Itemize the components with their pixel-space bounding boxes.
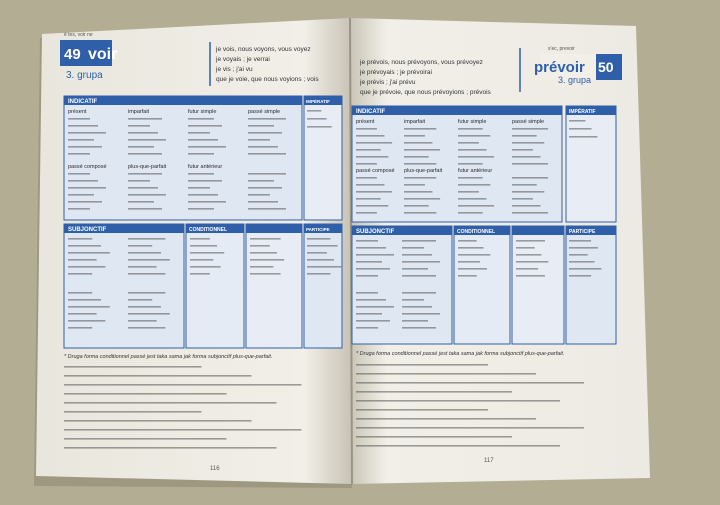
conjugation-line <box>356 128 377 130</box>
left-page-number: 116 <box>210 466 220 472</box>
conjugation-line <box>569 136 598 138</box>
conjugation-line <box>512 205 541 207</box>
right-tense-passe-simple: passé simple <box>512 119 545 125</box>
left-principal-part-2: je voyais ; je verrai <box>216 56 270 63</box>
conjugation-line <box>250 238 281 240</box>
left-tense-present: présent <box>68 109 87 115</box>
conjugation-line <box>188 139 218 141</box>
conjugation-line <box>188 132 210 134</box>
conjugation-line <box>68 194 94 196</box>
conjugation-line <box>404 198 440 200</box>
conjugation-line <box>356 313 382 315</box>
conjugation-line <box>402 313 440 315</box>
conjugation-line <box>458 135 490 137</box>
conjugation-line <box>404 156 429 158</box>
conjugation-line <box>68 201 102 203</box>
left-subjonctif-label: SUBJONCTIF <box>68 227 107 233</box>
conjugation-line <box>516 240 545 242</box>
conjugation-line <box>356 418 536 420</box>
conjugation-line <box>128 194 166 196</box>
conjugation-line <box>248 125 274 127</box>
conjugation-line <box>356 427 584 429</box>
conjugation-line <box>188 146 226 148</box>
right-tense-futur: futur simple <box>458 119 487 125</box>
conjugation-line <box>190 259 213 261</box>
left-principal-part-4: que je voie, que nous voyions ; vois <box>216 76 319 83</box>
conjugation-line <box>458 268 487 270</box>
conjugation-line <box>458 184 490 186</box>
right-imperatif-table <box>566 106 616 222</box>
conjugation-line <box>68 259 97 261</box>
conjugation-line <box>458 177 483 179</box>
conjugation-line <box>356 327 378 329</box>
left-subjonctif-table <box>64 224 184 348</box>
conjugation-line <box>512 142 544 144</box>
right-subjonctif-table <box>352 226 452 344</box>
left-participe-table <box>304 224 342 348</box>
conjugation-line <box>356 205 388 207</box>
conjugation-line <box>248 208 286 210</box>
conjugation-line <box>188 125 222 127</box>
conjugation-line <box>458 156 494 158</box>
right-conditionnel-table <box>454 226 510 344</box>
conjugation-line <box>512 128 548 130</box>
right-participe-label: PARTICIPE <box>569 229 596 235</box>
conjugation-line <box>128 320 157 322</box>
conjugation-line <box>128 118 162 120</box>
conjugation-line <box>64 447 277 449</box>
right-tense-imparfait: imparfait <box>404 119 426 125</box>
left-tense-futur: futur simple <box>188 109 217 115</box>
conjugation-line <box>516 254 542 256</box>
conjugation-line <box>356 135 385 137</box>
conjugation-line <box>356 149 381 151</box>
conjugation-line <box>458 205 494 207</box>
conjugation-line <box>356 177 377 179</box>
conjugation-line <box>128 201 154 203</box>
left-principal-part-3: je vis ; j'ai vu <box>216 66 253 73</box>
conjugation-line <box>356 261 382 263</box>
right-verb: prévoir <box>534 59 585 76</box>
conjugation-line <box>68 132 106 134</box>
conjugation-line <box>68 266 105 268</box>
conjugation-line <box>64 393 227 395</box>
conjugation-line <box>569 254 588 256</box>
left-tense-futur-anterieur: futur antérieur <box>188 164 223 170</box>
conjugation-line <box>356 320 390 322</box>
conjugation-line <box>307 266 341 268</box>
conjugation-line <box>512 177 548 179</box>
conjugation-line <box>458 240 477 242</box>
conjugation-line <box>307 273 330 275</box>
conjugation-line <box>248 118 286 120</box>
conjugation-line <box>128 132 158 134</box>
right-principal-part-3: je prévis ; j'ai prévu <box>360 79 416 86</box>
conjugation-line <box>188 187 210 189</box>
conjugation-line <box>356 306 394 308</box>
conjugation-line <box>68 118 90 120</box>
conjugation-line <box>68 299 101 301</box>
conjugation-line <box>356 445 560 447</box>
conjugation-line <box>512 156 541 158</box>
left-tense-passe-simple: passé simple <box>248 109 281 115</box>
conjugation-line <box>356 142 392 144</box>
conjugation-line <box>512 212 548 214</box>
right-subjonctif-label: SUBJONCTIF <box>356 229 395 235</box>
conjugation-line <box>356 275 378 277</box>
conjugation-line <box>190 245 217 247</box>
conjugation-line <box>68 327 92 329</box>
right-page-number: 117 <box>484 458 494 464</box>
right-imperatif2-table <box>512 226 564 344</box>
conjugation-line <box>402 268 428 270</box>
conjugation-line <box>402 306 432 308</box>
conjugation-line <box>458 128 483 130</box>
right-principal-part-2: je prévoyais ; je prévoirai <box>360 69 432 76</box>
conjugation-line <box>404 149 440 151</box>
conjugation-line <box>356 292 378 294</box>
conjugation-line <box>402 299 424 301</box>
conjugation-line <box>404 184 425 186</box>
conjugation-line <box>516 268 538 270</box>
conjugation-line <box>356 299 386 301</box>
left-imperatif-table <box>304 96 342 220</box>
right-principal-part-4: que je prévoie, que nous prévoyions ; prévois <box>360 89 491 96</box>
conjugation-line <box>188 201 226 203</box>
conjugation-line <box>188 180 222 182</box>
conjugation-line <box>307 110 321 112</box>
right-group: 3. grupa <box>558 75 592 85</box>
conjugation-line <box>248 173 286 175</box>
conjugation-line <box>128 266 157 268</box>
conjugation-line <box>402 247 424 249</box>
conjugation-line <box>356 382 584 384</box>
right-conditionnel-label: CONDITIONNEL <box>457 229 496 235</box>
conjugation-line <box>356 184 385 186</box>
conjugation-line <box>128 327 165 329</box>
left-indicatif-header-bar <box>64 96 302 105</box>
right-indicatif-label: INDICATIF <box>356 109 386 115</box>
conjugation-line <box>512 198 533 200</box>
conjugation-line <box>248 146 278 148</box>
conjugation-line <box>356 391 512 393</box>
conjugation-line <box>64 429 302 431</box>
conjugation-line <box>356 409 488 411</box>
conjugation-line <box>68 306 110 308</box>
conjugation-line <box>68 139 94 141</box>
conjugation-line <box>128 238 165 240</box>
conjugation-line <box>512 135 537 137</box>
conjugation-line <box>569 261 595 263</box>
conjugation-line <box>128 180 150 182</box>
conjugation-line <box>68 238 92 240</box>
conjugation-line <box>250 259 284 261</box>
conjugation-line <box>516 247 535 249</box>
left-verb-number: 49 <box>64 46 81 63</box>
conjugation-line <box>402 240 436 242</box>
conjugation-line <box>569 247 598 249</box>
conjugation-line <box>250 266 273 268</box>
conjugation-line <box>458 142 479 144</box>
conjugation-line <box>250 245 270 247</box>
conjugation-line <box>190 252 224 254</box>
conjugation-line <box>68 180 98 182</box>
conjugation-line <box>512 184 537 186</box>
conjugation-line <box>512 191 544 193</box>
conjugation-line <box>356 163 377 165</box>
left-imperatif-label: IMPÉRATIF <box>306 99 330 104</box>
conjugation-line <box>68 187 106 189</box>
conjugation-line <box>404 128 436 130</box>
conjugation-line <box>404 205 429 207</box>
conjugation-line <box>128 292 165 294</box>
conjugation-line <box>64 438 227 440</box>
conjugation-line <box>128 208 162 210</box>
conjugation-line <box>128 273 165 275</box>
conjugation-line <box>307 126 332 128</box>
conjugation-line <box>68 245 101 247</box>
conjugation-line <box>68 273 92 275</box>
conjugation-line <box>64 384 302 386</box>
conjugation-line <box>248 132 282 134</box>
conjugation-line <box>356 212 377 214</box>
conjugation-line <box>190 273 210 275</box>
conjugation-line <box>128 252 161 254</box>
conjugation-line <box>458 149 487 151</box>
left-verb: voir <box>88 46 118 63</box>
left-imperatif2-table <box>246 224 302 348</box>
conjugation-line <box>188 208 214 210</box>
conjugation-line <box>356 247 386 249</box>
conjugation-line <box>64 375 252 377</box>
conjugation-line <box>64 420 252 422</box>
conjugation-line <box>569 240 591 242</box>
conjugation-line <box>68 125 98 127</box>
conjugation-line <box>569 120 586 122</box>
conjugation-line <box>404 163 436 165</box>
conjugation-line <box>64 366 202 368</box>
conjugation-line <box>458 247 484 249</box>
conjugation-line <box>190 238 210 240</box>
conjugation-line <box>404 135 425 137</box>
conjugation-line <box>248 153 286 155</box>
conjugation-line <box>458 212 483 214</box>
left-indicatif-label: INDICATIF <box>68 99 98 105</box>
left-conditionnel-label: CONDITIONNEL <box>189 227 228 233</box>
conjugation-line <box>248 201 278 203</box>
left-participe-label: PARTICIPE <box>306 227 330 232</box>
conjugation-line <box>569 275 591 277</box>
conjugation-line <box>128 313 170 315</box>
conjugation-line <box>128 125 150 127</box>
right-tense-futur-anterieur: futur antérieur <box>458 168 493 174</box>
right-participe-table <box>566 226 616 344</box>
conjugation-line <box>569 268 601 270</box>
conjugation-line <box>569 128 592 130</box>
right-tense-present: présent <box>356 119 375 125</box>
conjugation-line <box>68 173 90 175</box>
right-imperatif2-header-bar <box>512 226 564 235</box>
conjugation-line <box>188 194 218 196</box>
conjugation-line <box>356 198 381 200</box>
conjugation-line <box>68 313 97 315</box>
left-tense-passe-compose: passé composé <box>68 164 107 170</box>
right-tense-plus-que-parfait: plus-que-parfait <box>404 168 443 174</box>
conjugation-line <box>128 139 166 141</box>
left-tense-plus-que-parfait: plus-que-parfait <box>128 164 167 170</box>
conjugation-line <box>356 364 488 366</box>
conjugation-line <box>68 208 90 210</box>
conjugation-line <box>188 118 214 120</box>
conjugation-line <box>402 327 436 329</box>
conjugation-line <box>402 254 432 256</box>
conjugation-line <box>128 187 158 189</box>
right-imperatif-label: IMPÉRATIF <box>569 109 596 115</box>
conjugation-line <box>128 306 161 308</box>
left-small-header: ê tes, voir ne <box>64 32 93 38</box>
left-conditionnel-table <box>186 224 244 348</box>
conjugation-line <box>128 245 152 247</box>
conjugation-line <box>68 252 110 254</box>
conjugation-line <box>250 252 277 254</box>
conjugation-line <box>356 373 536 375</box>
conjugation-line <box>356 254 394 256</box>
conjugation-line <box>404 212 436 214</box>
left-tense-imparfait: imparfait <box>128 109 150 115</box>
conjugation-line <box>404 191 433 193</box>
conjugation-line <box>307 238 330 240</box>
conjugation-line <box>128 146 154 148</box>
conjugation-line <box>458 163 483 165</box>
conjugation-line <box>458 275 477 277</box>
conjugation-line <box>64 402 277 404</box>
conjugation-line <box>248 187 282 189</box>
left-group: 3. grupa <box>66 70 103 81</box>
conjugation-line <box>402 275 436 277</box>
conjugation-line <box>190 266 221 268</box>
conjugation-line <box>516 261 548 263</box>
conjugation-line <box>402 292 436 294</box>
conjugation-line <box>307 259 334 261</box>
conjugation-line <box>68 153 90 155</box>
conjugation-line <box>404 177 436 179</box>
conjugation-line <box>356 268 390 270</box>
right-verb-number: 50 <box>598 59 614 75</box>
conjugation-line <box>248 194 270 196</box>
conjugation-line <box>404 142 433 144</box>
left-imperatif2-header-bar <box>246 224 302 233</box>
conjugation-line <box>68 146 102 148</box>
conjugation-line <box>402 320 428 322</box>
conjugation-line <box>307 118 327 120</box>
conjugation-line <box>356 156 388 158</box>
conjugation-line <box>512 149 533 151</box>
conjugation-line <box>356 400 560 402</box>
conjugation-line <box>248 139 270 141</box>
conjugation-line <box>458 254 490 256</box>
conjugation-line <box>188 153 214 155</box>
right-tense-passe-compose: passé composé <box>356 168 395 174</box>
left-footnote: * Druga forma conditionnel passé jest taka sama jak forma subjonctif plus-que-parfait. <box>64 354 273 360</box>
right-footnote: * Druga forma conditionnel passé jest taka sama jak forma subjonctif plus-que-parfait. <box>356 351 565 357</box>
right-small-header: s'ec, prevoir <box>548 46 575 52</box>
conjugation-line <box>64 411 202 413</box>
conjugation-line <box>458 191 479 193</box>
conjugation-line <box>250 273 281 275</box>
conjugation-line <box>128 153 162 155</box>
conjugation-line <box>188 173 214 175</box>
conjugation-line <box>516 275 545 277</box>
conjugation-line <box>356 191 392 193</box>
conjugation-line <box>356 436 512 438</box>
right-principal-part-1: je prévois, nous prévoyons, vous prévoyez <box>360 59 483 66</box>
conjugation-line <box>307 252 327 254</box>
conjugation-line <box>248 180 274 182</box>
conjugation-line <box>128 173 162 175</box>
conjugation-line <box>68 320 105 322</box>
conjugation-line <box>402 261 440 263</box>
conjugation-line <box>512 163 548 165</box>
left-principal-part-1: je vois, nous voyons, vous voyez <box>216 46 311 53</box>
conjugation-line <box>458 198 487 200</box>
conjugation-line <box>128 299 152 301</box>
conjugation-line <box>128 259 170 261</box>
conjugation-line <box>68 292 92 294</box>
conjugation-line <box>307 245 338 247</box>
conjugation-line <box>458 261 480 263</box>
conjugation-line <box>356 240 378 242</box>
